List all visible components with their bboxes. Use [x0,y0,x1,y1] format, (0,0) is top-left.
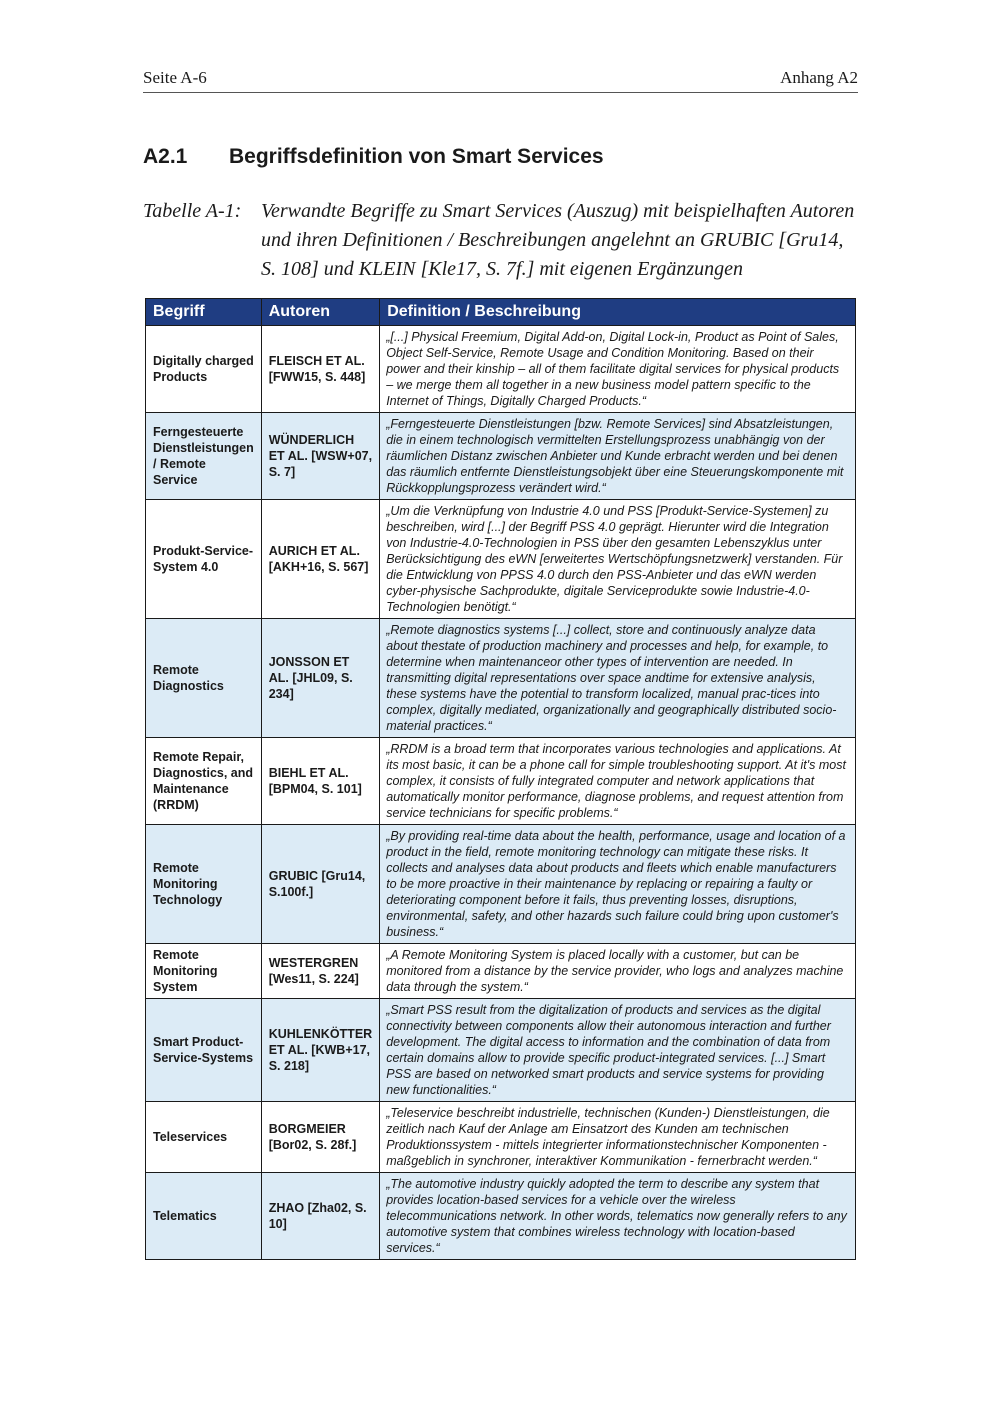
table-row [146,1102,856,1173]
author-cell: JONSSON ET AL. [JHL09, S. 234] [261,619,379,738]
author-cell: KUHLENKÖTTER ET AL. [KWB+17, S. 218] [261,999,379,1102]
term-cell: Remote Monitoring Technology [146,825,262,944]
table-row [146,1173,856,1260]
section-number: A2.1 [143,145,188,168]
header-authors: Autoren [261,299,379,326]
caption-label: Tabelle A-1: [143,200,242,222]
definition-cell: „The automotive industry quickly adopted the term to describe any system that provides location-based services for a vehicle over the wireless telecommunications network. In other words, telematics now generally refers to any automotive system that combines wireless technology with location-based services.“ [380,1173,856,1260]
definition-cell: „Remote diagnostics systems [...] collect, store and continuously analyze data about thestate of production machinery and processes and help, for example, to determine when maintenanceor other types of intervention are needed. In transmitting digital representations over space andtime for extensive analysis, these systems have the potential to transform localized, manual prac-tices into complex, digitally mediated, organizationally and geographically distributed socio-material practices.“ [380,619,856,738]
section-heading [143,145,604,169]
definition-cell: „RRDM is a broad term that incorporates various technologies and applications. At its most basic, it can be a phone call for simple troubleshooting support. At it's most complex, it consists of fully integrated computer and network applications that automatically monitor performance, diagnose problems, and request attention from service technicians for specific problems.“ [380,738,856,825]
author-cell: WÜNDERLICH ET AL. [WSW+07, S. 7] [261,413,379,500]
header-term: Begriff [146,299,262,326]
definition-cell: „Ferngesteuerte Dienstleistungen [bzw. Remote Services] sind Absatzleistungen, die in einem technologisch vermittelten Erstellungsprozess unabhängig von der räumlichen Distanz zwischen Anbieter und Kunde erbracht werden und bei denen das räumlich entfernte Dienstleistungsobjekt über eine Steuerungskomponente mit Rückkopplungsprozess verändert wird.“ [380,413,856,500]
table-row [146,944,856,999]
term-cell: Remote Repair, Diagnostics, and Maintenance (RRDM) [146,738,262,825]
page-number: Seite A-6 [143,68,207,87]
definition-cell: „Teleservice beschreibt industrielle, technischen (Kunden-) Dienstleistungen, die zeitlich nach Kauf der Anlage am Einsatzort des Kunden am technischen Produktionssystem - mittels integrierter informationstechnischer Komponenten - maßgeblich in synchroner, interaktiver Kommunikation - fernerbracht werden.“ [380,1102,856,1173]
term-cell: Teleservices [146,1102,262,1173]
table-row [146,326,856,413]
term-cell: Remote Diagnostics [146,619,262,738]
author-cell: GRUBIC [Gru14, S.100f.] [261,825,379,944]
definition-cell: „[...] Physical Freemium, Digital Add-on, Digital Lock-in, Product as Point of Sales, Object Self-Service, Remote Usage and Condition Monitoring. Based on their power and their kinship – all of them facilitate digital services for physical products – we merge them all together in a new business model pattern specific to the Internet of Things, Digitally Charged Products.“ [380,326,856,413]
author-cell: ZHAO [Zha02, S. 10] [261,1173,379,1260]
header-definition: Definition / Beschreibung [380,299,856,326]
table-row [146,619,856,738]
running-header [143,64,858,93]
definition-cell: „By providing real-time data about the health, performance, usage and location of a product in the field, remote monitoring technology can mitigate these risks. It collects and analyses data about products and fleets which enable manufacturers to be more proactive in their maintenance by replacing or repairing a faulty or deteriorating component before it fails, thus preventing losses, disruptions, environmental, safety, and other hazards such failure could bring upon customer's business.“ [380,825,856,944]
table-row [146,999,856,1102]
term-cell: Smart Product-Service-Systems [146,999,262,1102]
chapter-label: Anhang A2 [780,68,858,87]
definition-cell: „A Remote Monitoring System is placed locally with a customer, but can be monitored from a distance by the service provider, who logs and analyzes machine data through the system.“ [380,944,856,999]
table-row [146,413,856,500]
term-cell: Ferngesteuerte Dienstleistungen / Remote Service [146,413,262,500]
author-cell: AURICH ET AL. [AKH+16, S. 567] [261,500,379,619]
author-cell: FLEISCH ET AL. [FWW15, S. 448] [261,326,379,413]
definition-cell: „Um die Verknüpfung von Industrie 4.0 und PSS [Produkt-Service-Systemen] zu beschreiben, wird [...] der Begriff PSS 4.0 geprägt. Hierunter wird die Integration von Industrie-4.0-Technologien in PSS über den gesamten Lebenszyklus unter Berücksichtigung des eWN [erweitertes Wertschöpfungsnetzwerk] verstanden. Für die Entwicklung von PPSS 4.0 durch den PSS-Anbieter und das eWN werden cyber-physische Sachprodukte, digitale Serviceprodukte sowie Industrie-4.0-Technologien benötigt.“ [380,500,856,619]
term-cell: Digitally charged Products [146,326,262,413]
term-cell: Remote Monitoring System [146,944,262,999]
definition-cell: „Smart PSS result from the digitalization of products and services as the digital connectivity between components allow their autonomous interaction and further development. The digital access to information and the combination of data from certain domains allow to provide specific product-integrated services. [...] Smart PSS are based on networked smart products and service systems for providing new functionalities.“ [380,999,856,1102]
author-cell: BIEHL ET AL. [BPM04, S. 101] [261,738,379,825]
term-cell: Telematics [146,1173,262,1260]
table-row [146,825,856,944]
table-header-row [146,299,856,326]
table-caption [143,197,861,284]
table-row [146,738,856,825]
definitions-table [145,298,856,1260]
table-row [146,500,856,619]
author-cell: BORGMEIER [Bor02, S. 28f.] [261,1102,379,1173]
section-title: Begriffsdefinition von Smart Services [229,145,604,168]
term-cell: Produkt-Service-System 4.0 [146,500,262,619]
caption-text: Verwandte Begriffe zu Smart Services (Auszug) mit beispielhaften Autoren und ihren Definitionen / Beschreibungen angelehnt an GRUBIC [Gru14, S. 108] und KLEIN [Kle17, S. 7f.] mit eigenen Ergänzungen [261,200,855,280]
author-cell: WESTERGREN [Wes11, S. 224] [261,944,379,999]
